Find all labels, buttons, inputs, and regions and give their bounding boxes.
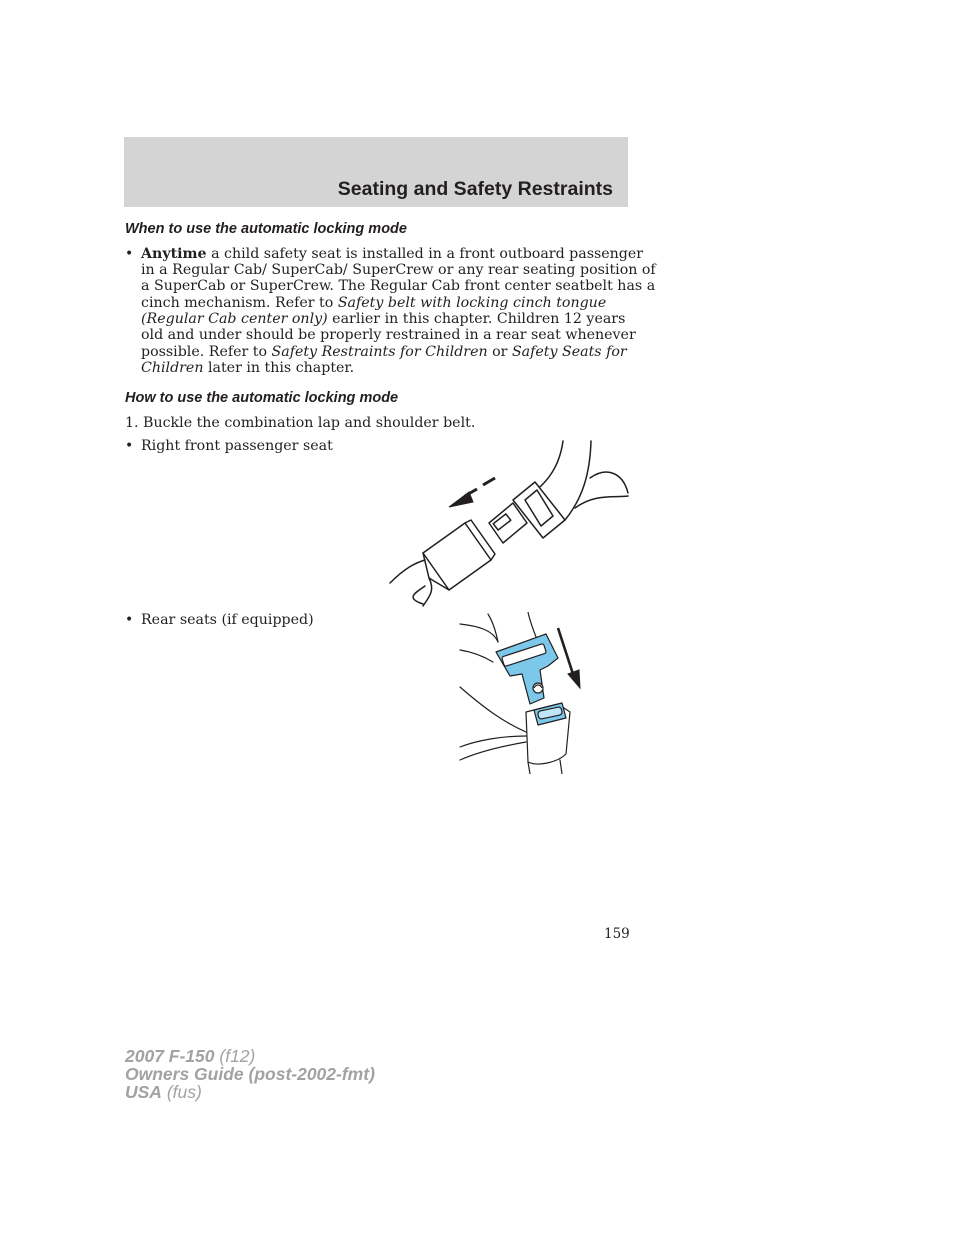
page-number: 159 [604,926,630,942]
paragraph-line: old and under should be properly restrained in a rear seat whenever [141,327,636,343]
crossref-children: Children [141,360,204,376]
section-heading-how: How to use the automatic locking mode [125,390,399,406]
item-right-front-passenger: Right front passenger seat [141,438,333,454]
paragraph-line [141,344,627,360]
item-rear-seats: Rear seats (if equipped) [141,612,314,628]
crossref-regular-cab: (Regular Cab center only) [141,311,328,327]
footer-model-year: 2007 F-150 [125,1046,215,1066]
step-1: 1. Buckle the combination lap and shoulder belt. [125,415,476,431]
paragraph-line [141,360,354,376]
document-footer [125,1047,375,1101]
text-run: cinch mechanism. Refer to [141,295,338,311]
front-seat-buckle-illustration [385,438,631,608]
emphasis-anytime: Anytime [141,246,207,262]
bullet-marker: • [125,438,134,454]
footer-line-guide: Owners Guide (post-2002-fmt) [125,1064,375,1084]
footer-line-model [125,1047,375,1065]
bullet-marker: • [125,246,134,262]
section-header-band [124,137,628,207]
footer-model-code: (f12) [214,1046,256,1066]
paragraph-line [141,311,625,327]
bullet-marker: • [125,612,134,628]
paragraph-line [141,246,643,262]
text-run: earlier in this chapter. Children 12 years [327,311,626,327]
rear-seat-buckle-illustration [458,612,588,774]
footer-line-market [125,1083,375,1101]
section-heading-when: When to use the automatic locking mode [125,221,407,237]
footer-market: USA [125,1082,162,1102]
paragraph-line: in a Regular Cab/ SuperCab/ SuperCrew or any rear seating position of [141,262,656,278]
paragraph-line [141,295,606,311]
text-run: or [487,344,512,360]
crossref-cinch-tongue: Safety belt with locking cinch tongue [337,295,607,311]
crossref-safety-restraints-children: Safety Restraints for Children [271,344,488,360]
page-title: Seating and Safety Restraints [337,178,613,200]
footer-market-code: (fus) [161,1082,202,1102]
text-run: possible. Refer to [141,344,272,360]
text-run: a child safety seat is installed in a front outboard passenger [206,246,644,262]
text-run: later in this chapter. [203,360,355,376]
crossref-safety-seats-children: Safety Seats for [511,344,627,360]
paragraph-line: a SuperCab or SuperCrew. The Regular Cab front center seatbelt has a [141,278,656,294]
